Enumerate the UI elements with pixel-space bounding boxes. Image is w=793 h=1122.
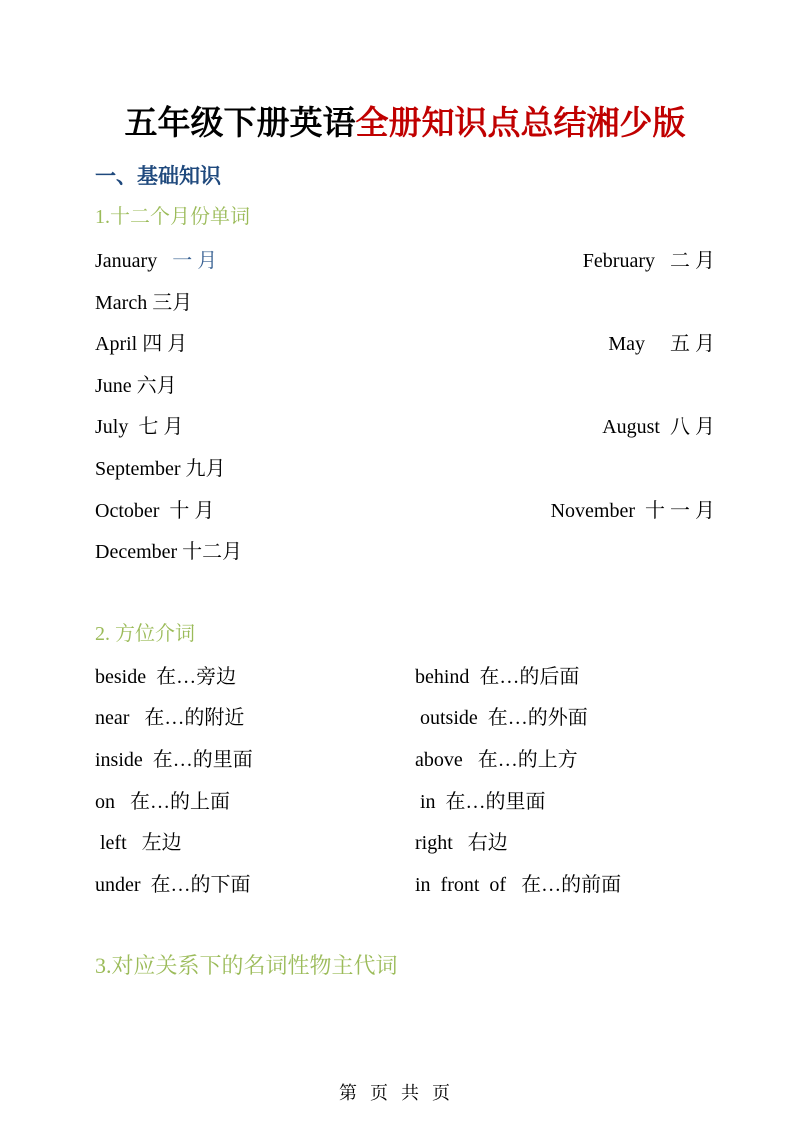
prepositions-section-heading: 2. 方位介词 — [95, 623, 195, 645]
page-footer: 第 页 共 页 — [338, 1083, 454, 1103]
preposition-right: right 右边 — [415, 832, 508, 854]
section-heading-basics: 一、基础知识 — [95, 165, 221, 188]
month-pair-right: May 五 月 — [608, 333, 715, 355]
preposition-left: beside 在…旁边 — [95, 666, 237, 688]
document-content — [95, 0, 715, 1122]
pronouns-section-heading: 3.对应关系下的名词性物主代词 — [95, 953, 398, 978]
month-pair-left: July 七 月 — [95, 416, 184, 438]
months-section-heading: 1.十二个月份单词 — [95, 206, 250, 228]
preposition-left: under 在…的下面 — [95, 874, 251, 896]
month-pair-left: June 六月 — [95, 375, 177, 397]
preposition-right: outside 在…的外面 — [415, 707, 588, 729]
month-chinese-blue: 一 月 — [157, 250, 218, 272]
preposition-left: inside 在…的里面 — [95, 749, 253, 771]
month-pair-left: September 九月 — [95, 458, 226, 480]
preposition-right: in 在…的里面 — [415, 791, 546, 813]
preposition-right: in front of 在…的前面 — [415, 874, 622, 896]
preposition-left: near 在…的附近 — [95, 707, 245, 729]
document-title — [95, 100, 715, 148]
preposition-left: left 左边 — [95, 832, 182, 854]
month-pair-left: December 十二月 — [95, 541, 243, 563]
month-pair-right: November 十 一 月 — [550, 500, 715, 522]
month-pair-right: August 八 月 — [602, 416, 715, 438]
month-pair-right: February 二 月 — [582, 250, 715, 272]
month-pair-left: April 四 月 — [95, 333, 188, 355]
preposition-right: above 在…的上方 — [415, 749, 578, 771]
month-pair-left: October 十 月 — [95, 500, 215, 522]
title-black-part: 五年级下册英语 — [124, 106, 356, 142]
month-english: January — [95, 250, 158, 272]
preposition-left: on 在…的上面 — [95, 791, 230, 813]
title-red-part: 全册知识点总结湘少版 — [355, 106, 686, 142]
month-pair-left: March 三月 — [95, 292, 193, 314]
preposition-right: behind 在…的后面 — [415, 666, 580, 688]
month-pair-left — [95, 246, 217, 276]
